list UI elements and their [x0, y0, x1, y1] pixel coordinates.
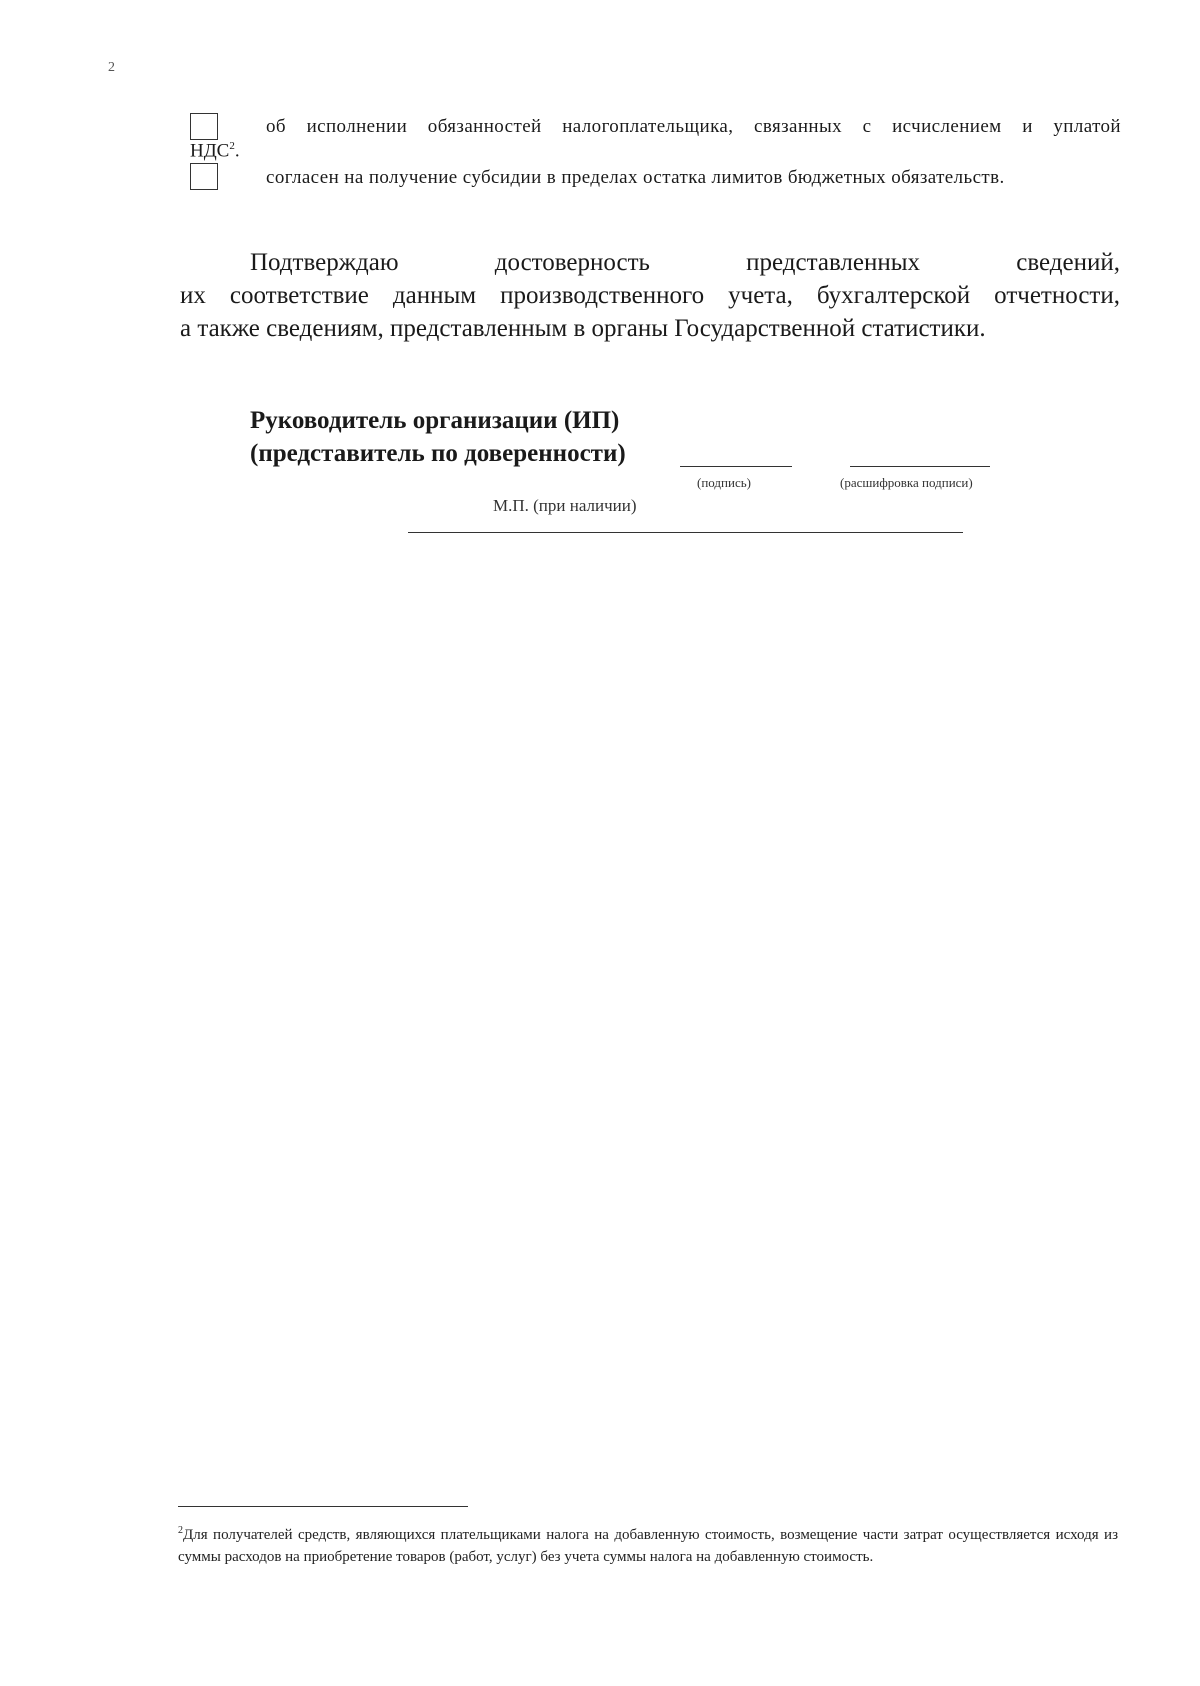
budget-limits-checkbox[interactable]: [190, 163, 218, 190]
footnote-reference: 2: [229, 140, 235, 152]
signature-name-line[interactable]: [850, 466, 990, 467]
confirmation-line-2: их соответствие данным производственного учета, бухгалтерской отчетности,: [180, 282, 1120, 309]
footnote: [178, 1520, 1118, 1568]
separator-line: [408, 532, 963, 533]
vat-abbreviation: НДС: [190, 140, 230, 162]
confirmation-line-3: а также сведениям, представленным в органы Государственной статистики.: [180, 315, 986, 342]
vat-obligations-label-continuation: [190, 140, 240, 162]
signature-name-caption: (расшифровка подписи): [840, 475, 973, 490]
signature-line[interactable]: [680, 466, 792, 467]
signatory-title-line-1: Руководитель организации (ИП): [250, 407, 620, 434]
vat-period: .: [234, 140, 240, 162]
confirmation-line-1: Подтверждаю достоверность представленных сведений,: [250, 249, 1120, 276]
budget-limits-label: согласен на получение субсидии в пределах остатка лимитов бюджетных обязательств.: [266, 167, 1005, 188]
stamp-placeholder: М.П. (при наличии): [493, 496, 637, 515]
signatory-title-line-2: (представитель по доверенности): [250, 440, 626, 467]
vat-obligations-label: об исполнении обязанностей налогоплательщика, связанных с исчислением и уплатой: [266, 116, 1121, 137]
footnote-text: Для получателей средств, являющихся плательщиками налога на добавленную стоимость, возмещение части затрат осуществляется исходя из суммы расходов на приобретение товаров (работ, услуг) без учета суммы налога на добавленную стоимость.: [178, 1527, 1118, 1565]
vat-obligations-checkbox[interactable]: [190, 113, 218, 140]
footnote-marker: 2: [178, 1525, 183, 1536]
signature-caption: (подпись): [697, 475, 751, 490]
footnote-separator: [178, 1506, 468, 1507]
page-number: 2: [108, 60, 115, 75]
